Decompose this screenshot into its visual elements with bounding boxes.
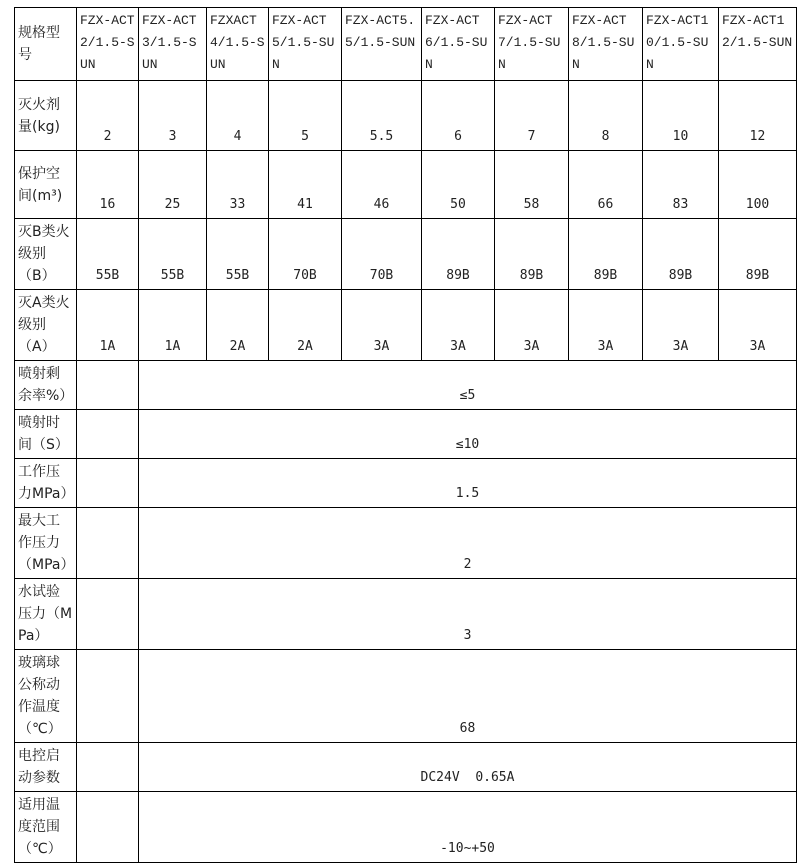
model-cell: FZX-ACT7/1.5-SUN xyxy=(495,8,569,81)
row-label: 电控启动参数 xyxy=(15,743,77,792)
empty-cell xyxy=(77,650,139,743)
value-cell: 89B xyxy=(643,219,719,290)
merged-value-cell: 3 xyxy=(139,579,797,650)
model-cell: FZX-ACT5/1.5-SUN xyxy=(269,8,342,81)
merged-value-cell: 1.5 xyxy=(139,459,797,508)
row-label: 灭B类火级别（B） xyxy=(15,219,77,290)
work-pressure-row xyxy=(15,459,797,508)
row-label: 灭火剂量(kg) xyxy=(15,81,77,151)
value-cell: 89B xyxy=(569,219,643,290)
merged-value-cell: 68 xyxy=(139,650,797,743)
value-cell: 1A xyxy=(77,290,139,361)
empty-cell xyxy=(77,579,139,650)
value-cell: 5.5 xyxy=(342,81,422,151)
empty-cell xyxy=(77,361,139,410)
value-cell: 3A xyxy=(495,290,569,361)
value-cell: 3A xyxy=(643,290,719,361)
value-cell: 5 xyxy=(269,81,342,151)
row-label: 喷射时间（S） xyxy=(15,410,77,459)
empty-cell xyxy=(77,410,139,459)
value-cell: 4 xyxy=(207,81,269,151)
value-cell: 3 xyxy=(139,81,207,151)
model-cell: FZX-ACT3/1.5-SUN xyxy=(139,8,207,81)
value-cell: 55B xyxy=(139,219,207,290)
value-cell: 1A xyxy=(139,290,207,361)
value-cell: 70B xyxy=(269,219,342,290)
value-cell: 100 xyxy=(719,151,797,219)
value-cell: 3A xyxy=(342,290,422,361)
value-cell: 70B xyxy=(342,219,422,290)
value-cell: 7 xyxy=(495,81,569,151)
row-label: 工作压力MPa） xyxy=(15,459,77,508)
row-label: 适用温度范围（℃） xyxy=(15,792,77,863)
value-cell: 33 xyxy=(207,151,269,219)
value-cell: 6 xyxy=(422,81,495,151)
value-cell: 55B xyxy=(77,219,139,290)
value-cell: 89B xyxy=(422,219,495,290)
header-row xyxy=(15,8,797,81)
model-cell: FZX-ACT10/1.5-SUN xyxy=(643,8,719,81)
spray-time-row xyxy=(15,410,797,459)
spec-table xyxy=(14,7,797,863)
value-cell: 2A xyxy=(269,290,342,361)
value-cell: 83 xyxy=(643,151,719,219)
value-cell: 25 xyxy=(139,151,207,219)
value-cell: 3A xyxy=(569,290,643,361)
merged-value-cell: 2 xyxy=(139,508,797,579)
bulb-temp-row xyxy=(15,650,797,743)
value-cell: 89B xyxy=(719,219,797,290)
empty-cell xyxy=(77,508,139,579)
merged-value-cell: DC24V 0.65A xyxy=(139,743,797,792)
value-cell: 2A xyxy=(207,290,269,361)
model-cell: FZX-ACT12/1.5-SUN xyxy=(719,8,797,81)
row-label: 玻璃球公称动作温度（℃） xyxy=(15,650,77,743)
value-cell: 41 xyxy=(269,151,342,219)
model-cell: FZX-ACT2/1.5-SUN xyxy=(77,8,139,81)
electric-start-row xyxy=(15,743,797,792)
value-cell: 66 xyxy=(569,151,643,219)
header-label: 规格型号 xyxy=(15,8,77,81)
value-cell: 12 xyxy=(719,81,797,151)
value-cell: 2 xyxy=(77,81,139,151)
empty-cell xyxy=(77,459,139,508)
agent-mass-row xyxy=(15,81,797,151)
merged-value-cell: ≤5 xyxy=(139,361,797,410)
value-cell: 3A xyxy=(719,290,797,361)
merged-value-cell: ≤10 xyxy=(139,410,797,459)
row-label: 最大工作压力（MPa） xyxy=(15,508,77,579)
max-pressure-row xyxy=(15,508,797,579)
value-cell: 58 xyxy=(495,151,569,219)
row-label: 喷射剩余率%） xyxy=(15,361,77,410)
value-cell: 3A xyxy=(422,290,495,361)
row-label: 灭A类火级别（A） xyxy=(15,290,77,361)
row-label: 保护空间(m³) xyxy=(15,151,77,219)
test-pressure-row xyxy=(15,579,797,650)
row-label: 水试验压力（MPa） xyxy=(15,579,77,650)
residual-rate-row xyxy=(15,361,797,410)
value-cell: 16 xyxy=(77,151,139,219)
model-cell: FZX-ACT8/1.5-SUN xyxy=(569,8,643,81)
value-cell: 46 xyxy=(342,151,422,219)
value-cell: 8 xyxy=(569,81,643,151)
model-cell: FZX-ACT5.5/1.5-SUN xyxy=(342,8,422,81)
class-b-row xyxy=(15,219,797,290)
model-cell: FZXACT4/1.5-SUN xyxy=(207,8,269,81)
merged-value-cell: -10~+50 xyxy=(139,792,797,863)
value-cell: 10 xyxy=(643,81,719,151)
empty-cell xyxy=(77,743,139,792)
class-a-row xyxy=(15,290,797,361)
value-cell: 89B xyxy=(495,219,569,290)
value-cell: 50 xyxy=(422,151,495,219)
value-cell: 55B xyxy=(207,219,269,290)
model-cell: FZX-ACT6/1.5-SUN xyxy=(422,8,495,81)
protect-volume-row xyxy=(15,151,797,219)
